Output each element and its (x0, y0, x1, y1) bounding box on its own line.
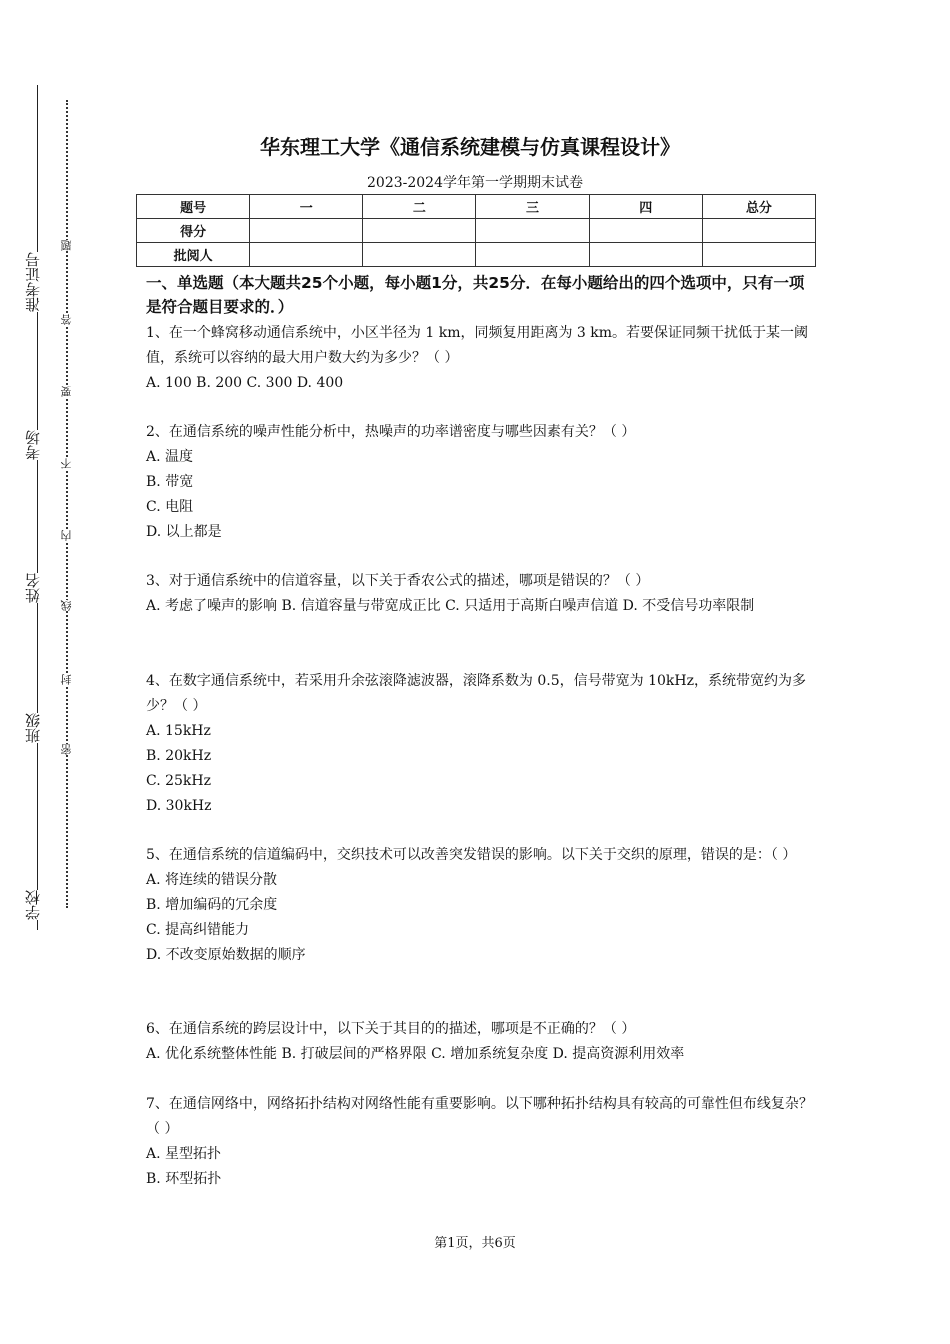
question-3 (146, 569, 816, 619)
seal-char: 不 (58, 458, 76, 469)
question-4 (146, 669, 816, 819)
question-option: A. 100 B. 200 C. 300 D. 400 (146, 375, 344, 391)
score-table-header-row (137, 195, 816, 219)
question-option: A. 温度 (146, 449, 194, 465)
question-option: A. 优化系统整体性能 B. 打破层间的严格界限 C. 增加系统复杂度 D. 提高资源利用效率 (146, 1046, 685, 1062)
question-option: B. 带宽 (146, 474, 194, 490)
reviewer-cell (476, 243, 589, 267)
score-cell (589, 219, 702, 243)
question-option: D. 30kHz (146, 798, 212, 814)
question-1 (146, 321, 816, 396)
question-option: C. 提高纠错能力 (146, 922, 250, 938)
field-school: 学校 (18, 890, 48, 920)
seal-char: 要 (58, 386, 76, 397)
section-heading: 一、单选题（本大题共25个小题，每小题1分，共25分．在每小题给出的四个选项中，只有一项是符合题目要求的．） (146, 274, 805, 316)
binding-line (37, 85, 38, 930)
field-class: 班级 (18, 713, 48, 743)
score-cell (363, 219, 476, 243)
question-option: B. 环型拓扑 (146, 1171, 222, 1187)
question-7 (146, 1092, 816, 1192)
exam-title: 华东理工大学《通信系统建模与仿真课程设计》 (260, 135, 680, 159)
score-row (137, 219, 816, 243)
reviewer-cell (702, 243, 815, 267)
seal-char: 答 (58, 314, 76, 325)
question-2 (146, 420, 816, 545)
reviewer-cell (363, 243, 476, 267)
exam-subtitle: 2023-2024学年第一学期期末试卷 (367, 175, 583, 191)
score-table (136, 194, 816, 267)
score-table-header: 三 (476, 195, 589, 219)
question-option: A. 将连续的错误分散 (146, 872, 278, 888)
field-name: 姓名 (18, 573, 48, 603)
score-table-header: 一 (250, 195, 363, 219)
question-stem: 2、在通信系统的噪声性能分析中，热噪声的功率谱密度与哪些因素有关？（ ） (146, 424, 636, 440)
seal-char: 封 (58, 674, 76, 685)
score-cell (250, 219, 363, 243)
seal-char: 题 (58, 240, 76, 251)
reviewer-row-label: 批阅人 (137, 243, 250, 267)
question-stem: 7、在通信网络中，网络拓扑结构对网络性能有重要影响。以下哪种拓扑结构具有较高的可靠性但布线复杂？（ ） (146, 1096, 813, 1137)
field-exam-number: 准考证号 (18, 252, 48, 312)
score-table-header: 四 (589, 195, 702, 219)
score-table-header: 题号 (137, 195, 250, 219)
question-option: C. 电阻 (146, 499, 194, 515)
score-table-header: 二 (363, 195, 476, 219)
page-footer: 第1页，共6页 (434, 1236, 516, 1251)
field-exam-room: 考场 (18, 430, 48, 460)
score-cell (476, 219, 589, 243)
question-stem: 6、在通信系统的跨层设计中，以下关于其目的的描述，哪项是不正确的？（ ） (146, 1021, 636, 1037)
score-table-header: 总分 (702, 195, 815, 219)
question-option: D. 不改变原始数据的顺序 (146, 947, 306, 963)
question-option: C. 25kHz (146, 773, 211, 789)
seal-char: 密 (58, 744, 76, 755)
question-option: A. 星型拓扑 (146, 1146, 222, 1162)
seal-dotted-line (66, 100, 68, 908)
question-option: B. 增加编码的冗余度 (146, 897, 278, 913)
reviewer-row (137, 243, 816, 267)
score-row-label: 得分 (137, 219, 250, 243)
reviewer-cell (589, 243, 702, 267)
seal-char: 内 (58, 530, 76, 541)
question-option: A. 考虑了噪声的影响 B. 信道容量与带宽成正比 C. 只适用于高斯白噪声信道 D. 不受信号功率限制 (146, 598, 755, 614)
question-stem: 3、对于通信系统中的信道容量，以下关于香农公式的描述，哪项是错误的？（ ） (146, 573, 650, 589)
question-stem: 5、在通信系统的信道编码中，交织技术可以改善突发错误的影响。以下关于交织的原理，错误的是：（ ） (146, 847, 797, 863)
question-5 (146, 843, 816, 968)
question-option: D. 以上都是 (146, 524, 222, 540)
score-cell (702, 219, 815, 243)
seal-char: 线 (58, 600, 76, 611)
reviewer-cell (250, 243, 363, 267)
question-stem: 4、在数字通信系统中，若采用升余弦滚降滤波器，滚降系数为 0.5，信号带宽为 10kHz，系统带宽约为多少？（ ） (146, 673, 806, 714)
question-option: B. 20kHz (146, 748, 212, 764)
question-option: A. 15kHz (146, 723, 211, 739)
question-6 (146, 1017, 816, 1067)
question-stem: 1、在一个蜂窝移动通信系统中，小区半径为 1 km，同频复用距离为 3 km。若要保证同频干扰低于某一阈值，系统可以容纳的最大用户数大约为多少？（ ） (146, 325, 809, 366)
